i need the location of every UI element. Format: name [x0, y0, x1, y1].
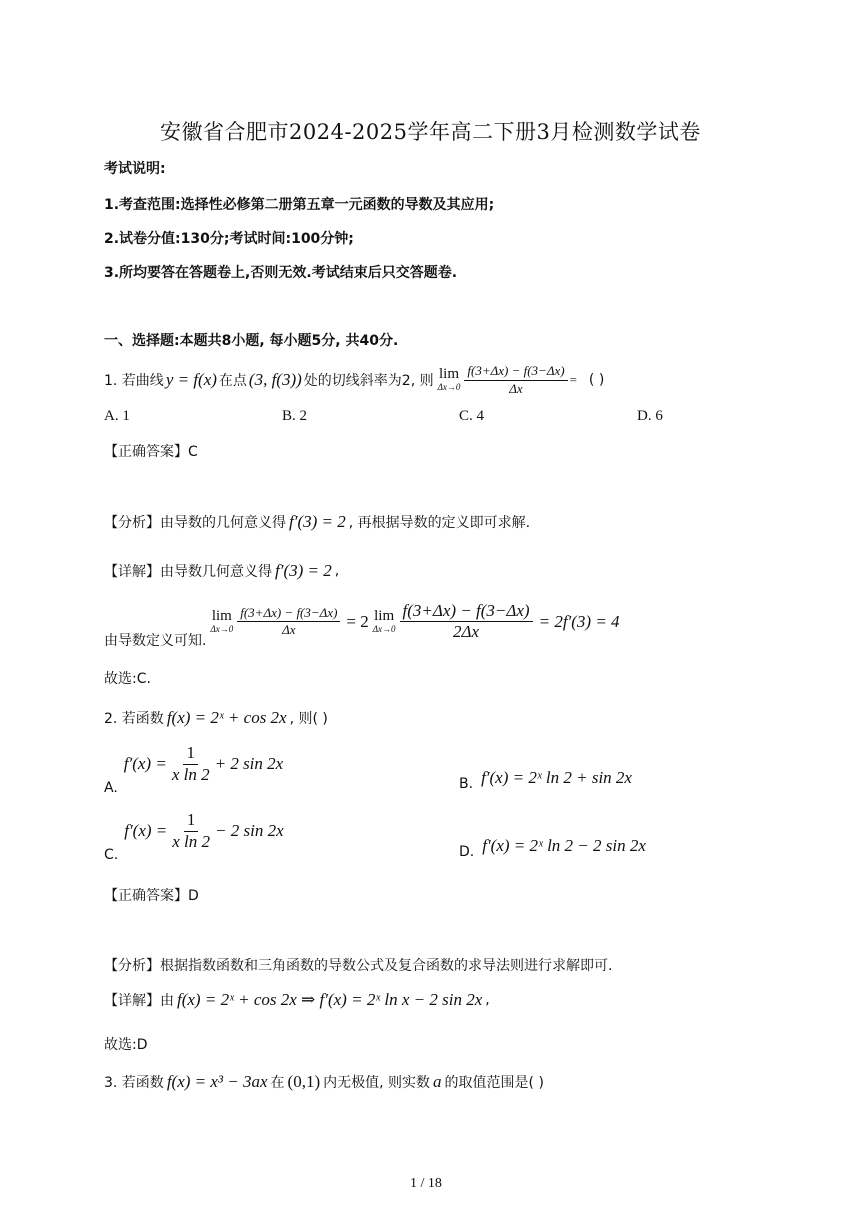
q2-detail-prefix: 【详解】由	[104, 993, 174, 1009]
q2-option-b	[459, 768, 632, 792]
q1-def-lim2-sub: Δx→0	[372, 623, 396, 634]
q2-option-c-formula	[124, 811, 283, 851]
q2-option-a-formula	[124, 744, 283, 784]
q2-option-a-frac	[169, 744, 213, 784]
q2-option-c-lhs: f′(x) =	[124, 821, 168, 841]
q3-mid1: 在	[270, 1075, 285, 1091]
q1-numerator: f(3+Δx) − f(3−Δx)	[464, 364, 567, 380]
q1-def-lim1-sub: Δx→0	[210, 623, 234, 634]
q1-lim-word: lim	[438, 366, 459, 383]
q2-option-d	[459, 836, 646, 860]
q1-mid1: 在点	[218, 373, 247, 389]
q1-def-end: = 2f′(3) = 4	[538, 611, 620, 631]
q1-curve-expr: y = f(x)	[165, 370, 217, 389]
q1-option-d: D. 6	[637, 408, 663, 424]
q2-option-c	[104, 810, 284, 864]
q1-def-frac1	[237, 606, 340, 638]
q1-prefix: 1. 若曲线	[104, 373, 164, 389]
q1-mid2: 处的切线斜率为2, 则	[303, 373, 434, 389]
q2-option-a	[104, 743, 284, 797]
q1-point-expr: (3, f(3))	[248, 370, 302, 389]
q1-analysis-prefix: 【分析】由导数的几何意义得	[104, 515, 286, 531]
q2-detail-suffix: ,	[485, 992, 490, 1008]
q1-denominator: Δx	[509, 380, 523, 396]
q1-def-num1: f(3+Δx) − f(3−Δx)	[237, 606, 340, 622]
q1-def-lim1	[210, 609, 233, 635]
question-3	[104, 1072, 544, 1092]
q1-detail-suffix: ,	[334, 563, 340, 579]
q1-lim-sub: Δx→0	[437, 382, 461, 393]
q2-answer: 【正确答案】D	[104, 888, 199, 904]
question-1	[104, 360, 604, 400]
q1-def-lim1-word: lim	[211, 607, 232, 624]
q1-analysis-expr: f′(3) = 2	[289, 512, 346, 531]
q1-def-formula	[210, 602, 619, 642]
q2-detail	[104, 990, 490, 1010]
q2-option-a-rhs: + 2 sin 2x	[214, 754, 284, 774]
q2-option-c-frac	[169, 811, 213, 851]
instruction-item: 3.所均要答在答题卷上,否则无效.考试结束后只交答题卷.	[104, 265, 458, 281]
q3-suffix: 的取值范围是( )	[444, 1075, 544, 1091]
section-heading: 一、选择题:本题共8小题, 每小题5分, 共40分.	[104, 333, 399, 349]
instructions-heading: 考试说明:	[104, 161, 166, 177]
q1-def-num2: f(3+Δx) − f(3−Δx)	[400, 602, 533, 623]
q1-answer: 【正确答案】C	[104, 444, 198, 460]
q1-equals: =	[569, 372, 577, 387]
q2-prefix: 2. 若函数	[104, 711, 164, 727]
q1-def-lim2	[373, 609, 396, 635]
q1-analysis	[104, 512, 530, 532]
q1-def-den2: 2Δx	[453, 622, 480, 642]
q2-choose: 故选:D	[104, 1037, 148, 1053]
q1-def-mid: = 2	[346, 611, 369, 631]
q2-suffix: , 则( )	[289, 711, 328, 727]
q2-option-c-label: C.	[104, 847, 119, 864]
q1-detail-prefix: 【详解】由导数几何意义得	[104, 564, 272, 580]
q2-option-a-label: A.	[104, 780, 118, 797]
q1-fraction	[464, 364, 567, 396]
q1-option-c: C. 4	[459, 408, 485, 424]
q1-choose: 故选:C.	[104, 671, 151, 687]
q1-detail-expr: f′(3) = 2	[275, 561, 332, 580]
q1-derivation	[104, 600, 620, 652]
instruction-item: 2.试卷分值:130分;考试时间:100分钟;	[104, 231, 354, 247]
q2-expr: f(x) = 2ˣ + cos 2x	[166, 708, 287, 727]
q3-prefix: 3. 若函数	[104, 1075, 164, 1091]
page-number: 1 / 18	[410, 1176, 442, 1191]
instruction-item: 1.考查范围:选择性必修第二册第五章一元函数的导数及其应用;	[104, 197, 495, 213]
q2-option-d-label: D.	[459, 844, 475, 860]
q2-option-a-den: x ln 2	[171, 764, 210, 784]
q2-option-c-num: 1	[184, 811, 199, 832]
q1-def-den1: Δx	[282, 622, 296, 638]
q1-detail	[104, 561, 339, 581]
q2-option-c-rhs: − 2 sin 2x	[215, 821, 284, 841]
q2-option-b-formula: f′(x) = 2ˣ ln 2 + sin 2x	[481, 768, 632, 787]
q1-blank: ( )	[588, 372, 605, 388]
q3-mid2: 内无极值, 则实数	[323, 1075, 431, 1091]
q2-option-b-label: B.	[459, 776, 474, 792]
q1-option-b: B. 2	[282, 408, 308, 424]
question-2	[104, 708, 328, 728]
q1-analysis-suffix: , 再根据导数的定义即可求解.	[348, 515, 531, 531]
page-title: 安徽省合肥市2024-2025学年高二下册3月检测数学试卷	[160, 120, 701, 144]
q3-var: a	[433, 1072, 442, 1091]
q2-option-d-formula: f′(x) = 2ˣ ln 2 − 2 sin 2x	[482, 836, 646, 855]
q2-detail-expr: f(x) = 2ˣ + cos 2x ⇒ f′(x) = 2ˣ ln x − 2 sin 2x	[177, 990, 483, 1009]
q1-def-frac2	[400, 602, 533, 642]
q3-interval: (0,1)	[287, 1072, 321, 1091]
q1-def-lim2-word: lim	[374, 607, 395, 624]
q2-option-c-den: x ln 2	[172, 831, 211, 851]
q1-option-a: A. 1	[104, 408, 130, 424]
q2-option-a-num: 1	[183, 744, 198, 765]
q1-def-prefix: 由导数定义可知.	[104, 633, 207, 649]
q2-analysis: 【分析】根据指数函数和三角函数的导数公式及复合函数的求导法则进行求解即可.	[104, 958, 613, 974]
q3-expr: f(x) = x³ − 3ax	[166, 1072, 268, 1091]
q1-limit	[438, 367, 461, 393]
q2-option-a-lhs: f′(x) =	[123, 754, 167, 774]
